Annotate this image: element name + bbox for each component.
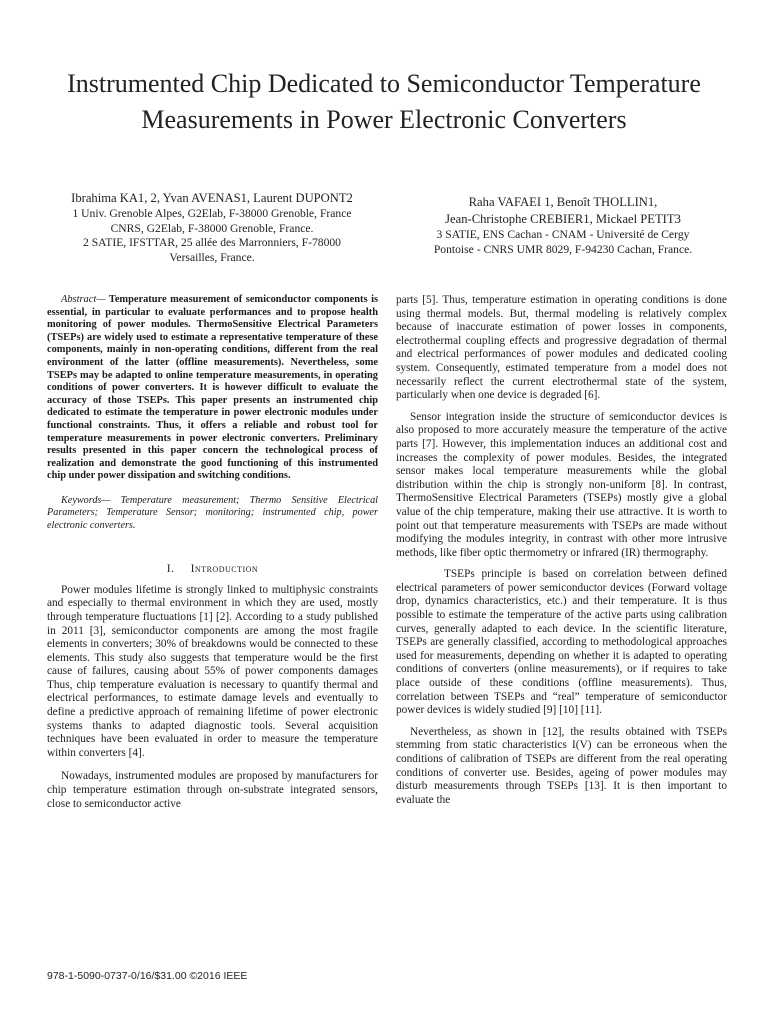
keywords: Keywords— Temperature measurement; Thermo Sensitive Electrical Parameters; Temperature Sensor; monitoring; instrumented chip, power electronic converters. [47, 494, 378, 531]
right-column [396, 294, 727, 815]
paragraph: Nevertheless, as shown in [12], the results obtained with TSEPs stemming from static characteristics I(V) can be erroneous when the conditions of calibration of TSEPs are different from the real operating conditions of converter use. Besides, ageing of power modules may disturb measurements through TSEPs [13]. It is then important to evaluate the [396, 725, 727, 806]
affiliation-1b: CNRS, G2Elab, F-38000 Grenoble, France. [110, 221, 314, 235]
paragraph: TSEPs principle is based on correlation between defined electrical parameters of power semiconductor devices (Forward voltage drop, dynamics characteristics, etc.) and their temperature. It is thus possible to estimate the temperature of the active parts using calibration curves, generally adapted to each device. In the scientific literature, TSEPs are generally classified, according to methodological approaches used for measurements, depending on whether it is adapted to operating conditions of converters (online measurements), or if requires to take place outside of these conditions (offline measurements). Thus, correlation between TSEPs and “real” temperature of semiconductor power devices is widely studied [9] [10] [11]. [396, 568, 727, 717]
affiliation-3: 3 SATIE, ENS Cachan - CNAM - Université de Cergy [436, 228, 690, 241]
section-heading-introduction [47, 562, 378, 576]
abstract [47, 294, 378, 483]
left-column [47, 294, 378, 819]
affiliation-1: 1 Univ. Grenoble Alpes, G2Elab, F-38000 Grenoble, France [72, 207, 352, 220]
author-names-right-2: Jean-Christophe CREBIER1, Mickael PETIT3 [445, 212, 681, 226]
author-names-right-1: Raha VAFAEI 1, Benoît THOLLIN1, [468, 195, 658, 209]
abstract-text: Temperature measurement of semiconductor components is essential, in particular to evaluate performances and to propose health monitoring of power modules. ThermoSensitive Electrical Parameters (TSEPs) are widely used to estimate a representative temperature of these components, mainly in non-operating conditions, different from the real environment of the latter (offline measurements). Nevertheless, some TSEPs may be adapted to online temperature measurements, in operating conditions of power converters. It is however difficult to evaluate the accuracy of those TSEPs. This paper presents an instrumented chip dedicated to estimate the temperature in power electronic modules under functional constraints. Thus, it offers a reliable and robust tool for temperature measurements in power electronic converters. Preliminary results presented in this paper concern the technological process of realization and demonstrate the good functioning of this instrumented chip under power dissipation and switching conditions. [47, 294, 378, 482]
affiliation-3b: Pontoise - CNRS UMR 8029, F-94230 Cachan, France. [433, 242, 693, 256]
paragraph: Sensor integration inside the structure of semiconductor devices is also proposed to more accurately measure the temperature of the active parts [7]. However, this implementation induces an additional cost and increases the complexity of power modules. Besides, the integrated sensor makes local temperature measurements while the global distribution within the chip is strongly non-uniform [8]. In contrast, ThermoSensitive Electrical Parameters (TSEPs) mostly give a global value of the chip temperature, making their use attractive. It is worth to point out that temperature measurements with TSEPs are made without modifying the modules integrity, in contrast with other more intrusive methods, like fiber optic thermometry or infrared (IR) thermography. [396, 410, 727, 559]
authors-right-block [388, 194, 738, 257]
section-title: Introduction [190, 562, 259, 576]
section-number: I. [166, 562, 175, 576]
affiliation-2b: Versailles, France. [169, 250, 255, 264]
paper-title: Instrumented Chip Dedicated to Semiconductor Temperature Measurements in Power Electronic Converters [67, 69, 701, 134]
author-names-left: Ibrahima KA1, 2, Yvan AVENAS1, Laurent DUPONT2 [71, 191, 353, 205]
affiliation-2: 2 SATIE, IFSTTAR, 25 allée des Marronniers, F-78000 [83, 236, 341, 249]
copyright-footer: 978-1-5090-0737-0/16/$31.00 ©2016 IEEE [47, 970, 248, 982]
paragraph: Power modules lifetime is strongly linked to multiphysic constraints and especially to thermal environment in which they are used, mostly through temperature fluctuations [1] [2]. According to a study published in 2011 [3], semiconductor components are among the most fragile elements in converters; 30% of breakdowns would be connected to these elements. This study also suggests that temperature would be the first cause of failures, causing about 55% of power components damages Thus, chip temperature evaluation is necessary to quantify thermal and electrical performances, to estimate damage levels and eventually to define a predictive approach of remaining lifetime of power electronic systems thanks to adapted diagnostic tools. Several acquisition techniques have been evaluated in order to measure the temperature within converters [4]. [47, 583, 378, 759]
paragraph: Nowadays, instrumented modules are proposed by manufacturers for chip temperature estimation through on-substrate integrated sensors, close to semiconductor active [47, 770, 378, 810]
abstract-lead: Abstract— [61, 294, 106, 305]
paragraph: parts [5]. Thus, temperature estimation in operating conditions is done using thermal models. But, thermal modeling is relatively complex because of inaccurate estimation of power losses in components, electrothermal coupling effects and progressive degradation of thermal and electrical performances of power modules and dedicated cooling system. Consequently, estimated temperature from a model does not necessarily reflect the current electrothermal state of the system, particularly when one device is degraded [6]. [396, 294, 727, 402]
authors-left-block [36, 190, 388, 265]
